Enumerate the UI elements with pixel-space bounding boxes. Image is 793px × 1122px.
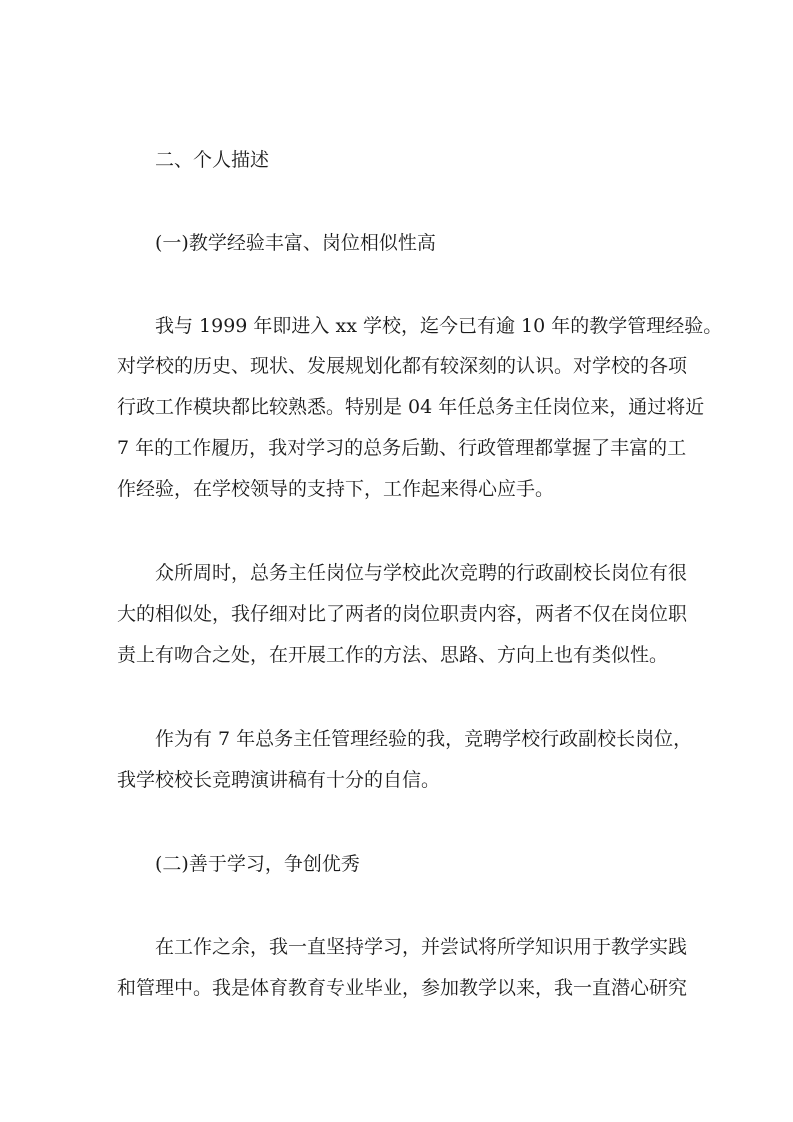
subsection-title-1: (一)教学经验丰富、岗位相似性高 [155,232,436,254]
paragraph-line: 众所周时，总务主任岗位与学校此次竞聘的行政副校长岗位有很 [155,562,688,584]
paragraph-line: 7 年的工作履历，我对学习的总务后勤、行政管理都掌握了丰富的工 [117,437,687,459]
paragraph-line: 和管理中。我是体育教育专业毕业，参加教学以来，我一直潜心研究 [117,977,688,999]
paragraph-line: 责上有吻合之处，在开展工作的方法、思路、方向上也有类似性。 [117,644,669,666]
paragraph-line: 大的相似处，我仔细对比了两者的岗位职责内容，两者不仅在岗位职 [117,603,688,625]
paragraph-line: 行政工作模块都比较熟悉。特别是 04 年任总务主任岗位来，通过将近 [117,396,705,418]
section-heading: 二、个人描述 [155,149,270,171]
paragraph-line: 对学校的历史、现状、发展规划化都有较深刻的认识。对学校的各项 [117,355,688,377]
paragraph-line: 我学校校长竞聘演讲稿有十分的自信。 [117,769,441,791]
paragraph-line: 我与 1999 年即进入 xx 学校，迄今已有逾 10 年的教学管理经验。 [155,315,723,337]
subsection-title-2: (二)善于学习，争创优秀 [155,853,360,875]
paragraph-line: 作为有 7 年总务主任管理经验的我，竞聘学校行政副校长岗位， [155,728,693,750]
paragraph-line: 作经验，在学校领导的支持下，工作起来得心应手。 [117,478,555,500]
paragraph-line: 在工作之余，我一直坚持学习，并尝试将所学知识用于教学实践 [155,936,688,958]
